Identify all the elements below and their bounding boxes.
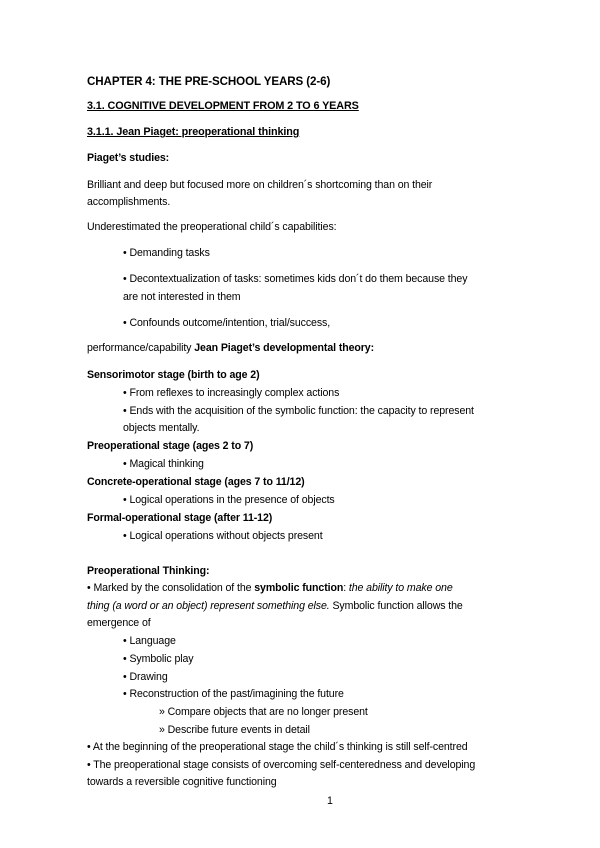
- sensorimotor-heading: Sensorimotor stage (birth to age 2): [87, 369, 260, 381]
- studies-heading: Piaget’s studies:: [87, 152, 170, 164]
- list-item-reconstruction: • Reconstruction of the past/imagining the future: [123, 688, 344, 700]
- sub-list-item-compare: » Compare objects that are no longer present: [159, 706, 368, 718]
- consists-line-1: • The preoperational stage consists of overcoming self-centeredness and developing: [87, 759, 476, 771]
- theory-line-prefix: performance/capability: [87, 342, 195, 354]
- marked-italic-definition: the ability to make one: [348, 582, 453, 594]
- formal-bullet-1: • Logical operations without objects present: [123, 530, 323, 542]
- page-number: 1: [327, 795, 333, 807]
- definition-italic-continued: thing (a word or an object) represent something else.: [87, 600, 330, 612]
- preoperational-thinking-heading: Preoperational Thinking:: [87, 565, 210, 577]
- section-title: 3.1. COGNITIVE DEVELOPMENT FROM 2 TO 6 YEARS: [87, 100, 359, 112]
- concrete-heading: Concrete-operational stage (ages 7 to 11/12): [87, 476, 305, 488]
- consists-line-2: towards a reversible cognitive functioning: [87, 776, 277, 788]
- sensorimotor-bullet-2-line-1: • Ends with the acquisition of the symbolic function: the capacity to represent: [123, 405, 474, 417]
- bullet-decontextualization-line-2: are not interested in them: [123, 291, 241, 303]
- definition-line-2: [87, 600, 463, 613]
- marked-prefix: • Marked by the consolidation of the: [87, 582, 255, 594]
- bullet-confounds: • Confounds outcome/intention, trial/success,: [123, 317, 331, 329]
- marked-by-line: [87, 582, 453, 595]
- theory-line: [87, 342, 374, 355]
- list-item-language: • Language: [123, 635, 176, 647]
- subsection-title: 3.1.1. Jean Piaget: preoperational thinking: [87, 126, 300, 138]
- underestimated-line: Underestimated the preoperational child´s capabilities:: [87, 221, 337, 233]
- list-item-drawing: • Drawing: [123, 671, 168, 683]
- studies-paragraph-line-1: Brilliant and deep but focused more on children´s shortcoming than on their: [87, 179, 433, 191]
- preoperational-heading: Preoperational stage (ages 2 to 7): [87, 440, 254, 452]
- theory-heading: Jean Piaget’s developmental theory:: [194, 342, 375, 354]
- studies-paragraph-line-2: accomplishments.: [87, 196, 171, 208]
- sensorimotor-bullet-2-line-2: objects mentally.: [123, 422, 200, 434]
- definition-rest: Symbolic function allows the: [329, 600, 463, 612]
- sensorimotor-bullet-1: • From reflexes to increasingly complex actions: [123, 387, 340, 399]
- sub-list-item-describe: » Describe future events in detail: [159, 724, 310, 736]
- beginning-line: • At the beginning of the preoperational stage the child´s thinking is still self-centred: [87, 741, 468, 753]
- emergence-line: emergence of: [87, 617, 151, 629]
- symbolic-function-term: symbolic function: [254, 582, 344, 594]
- bullet-demanding-tasks: • Demanding tasks: [123, 247, 210, 259]
- bullet-decontextualization-line-1: • Decontextualization of tasks: sometimes kids don´t do them because they: [123, 273, 468, 285]
- concrete-bullet-1: • Logical operations in the presence of objects: [123, 494, 335, 506]
- marked-colon: :: [343, 582, 349, 594]
- formal-heading: Formal-operational stage (after 11-12): [87, 512, 273, 524]
- chapter-title: CHAPTER 4: THE PRE-SCHOOL YEARS (2-6): [87, 75, 331, 88]
- list-item-symbolic-play: • Symbolic play: [123, 653, 194, 665]
- preoperational-bullet-1: • Magical thinking: [123, 458, 204, 470]
